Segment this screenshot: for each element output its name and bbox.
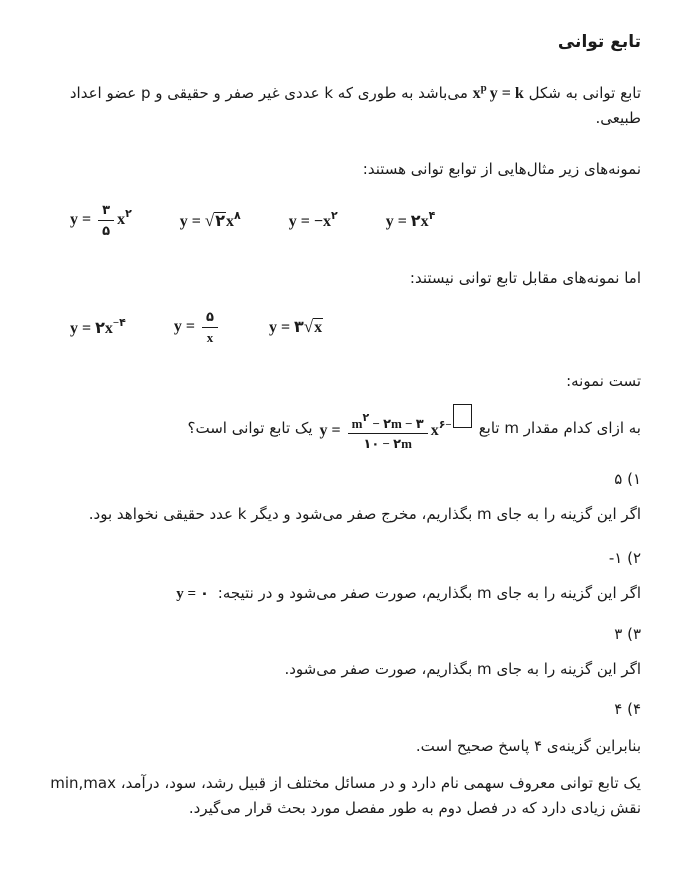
option-1-label: ۱) ۵ [614, 470, 641, 488]
fraction [98, 202, 114, 238]
intro-text-before: تابع توانی به شکل [528, 84, 641, 102]
invalid-formula-row [45, 305, 641, 349]
sample-test-heading: تست نمونه: [566, 372, 641, 390]
fraction-coefficient-formula [70, 202, 132, 238]
coefficient-formula [386, 209, 436, 231]
option-1-explanation: اگر این گزینه را به جای m بگذاریم، مخرج صفر می‌شود و دیگر k عدد حقیقی نخواهد بود. [88, 505, 641, 523]
missing-value-box [453, 404, 472, 428]
test-question [45, 400, 641, 456]
exponent: ۸ [234, 210, 241, 222]
x-variable: x [226, 213, 235, 230]
negative-exponent-formula [70, 316, 126, 338]
fraction [202, 309, 218, 345]
power-function-general-formula [473, 76, 524, 106]
intro-text-after: می‌باشد به طوری که k عددی غیر صفر و حقیقی و p عضو اعداد طبیعی. [69, 84, 641, 127]
closing-note: یک تابع توانی معروف سهمی نام دارد و در مسائل مختلف از قبیل رشد، سود، درآمد، min,max نقش زیادی دارد که در فصل دوم به طور مفصل مورد بحث قرار می‌گیرد. [50, 774, 641, 817]
m-variable: m [351, 415, 363, 431]
option-2-explanation [45, 581, 641, 607]
p-exponent: p [480, 82, 487, 94]
negative-formula [289, 209, 338, 231]
radical-sign: √ [303, 317, 314, 336]
exponent: ۲ [125, 207, 132, 220]
radical-sign: √ [204, 211, 215, 230]
lhs: y = [173, 317, 195, 335]
option-4-label: ۴) ۴ [614, 700, 641, 718]
option-3-label: ۳) ۳ [614, 625, 641, 643]
x-variable: x [420, 213, 429, 230]
question-text-before: به ازای کدام مقدار m تابع [478, 418, 641, 437]
option-3-explanation: اگر این گزینه را به جای m بگذاریم، صورت صفر می‌شود. [284, 660, 641, 678]
intro-paragraph [45, 76, 641, 131]
page-title: تابع توانی [557, 32, 641, 52]
x-variable: x [117, 210, 126, 228]
option-2-result-formula: y = ۰ [176, 586, 209, 602]
numerator-exponent: ۲ [362, 411, 370, 424]
valid-formula-row [45, 198, 641, 242]
lhs: y = ۳ [268, 319, 304, 336]
lhs: y = [179, 213, 201, 230]
exponent: −۴ [112, 317, 126, 329]
numerator-rest: − ۲m − ۳ [372, 415, 424, 431]
x-variable: x [472, 85, 481, 102]
exponent: ۴ [428, 210, 436, 222]
radicand: x [314, 319, 323, 336]
numerator [348, 412, 428, 435]
numerator: ۵ [202, 309, 218, 328]
lhs: y = ۲ [70, 320, 105, 337]
answer-conclusion: بنابراین گزینه‌ی ۴ پاسخ صحیح است. [415, 737, 641, 755]
question-text-after: یک تابع توانی است؟ [187, 418, 313, 437]
formula-tail: y = k [489, 85, 524, 102]
sqrt-x-formula [269, 317, 323, 337]
exponent-prefix: ۶− [438, 419, 452, 432]
question-formula [320, 404, 472, 451]
fraction [348, 412, 428, 452]
x-variable: x [430, 422, 439, 440]
denominator: x [206, 329, 214, 345]
radicand: ۲ [215, 213, 226, 230]
x-variable: x [104, 320, 113, 337]
invalid-examples-caption: اما نمونه‌های مقابل تابع توانی نیستند: [409, 269, 641, 287]
lhs: y = [319, 422, 341, 440]
denominator: ۱۰ − ۲m [363, 436, 412, 452]
lhs: y = − [288, 213, 323, 230]
reciprocal-formula [174, 309, 221, 345]
lhs: y = ۲ [385, 213, 421, 230]
exponent: ۲ [330, 210, 338, 222]
option-2-explanation-text: اگر این گزینه را به جای m بگذاریم، صورت صفر می‌شود و در نتیجه: [217, 584, 641, 602]
sqrt-coefficient-formula [180, 209, 241, 231]
denominator: ۵ [102, 222, 111, 238]
option-2-label: ۲) ۱- [608, 549, 641, 567]
numerator: ۳ [98, 202, 114, 221]
lhs: y = [70, 210, 92, 228]
valid-examples-caption: نمونه‌های زیر مثال‌هایی از توابع توانی هستند: [362, 160, 641, 178]
x-variable: x [322, 213, 331, 230]
